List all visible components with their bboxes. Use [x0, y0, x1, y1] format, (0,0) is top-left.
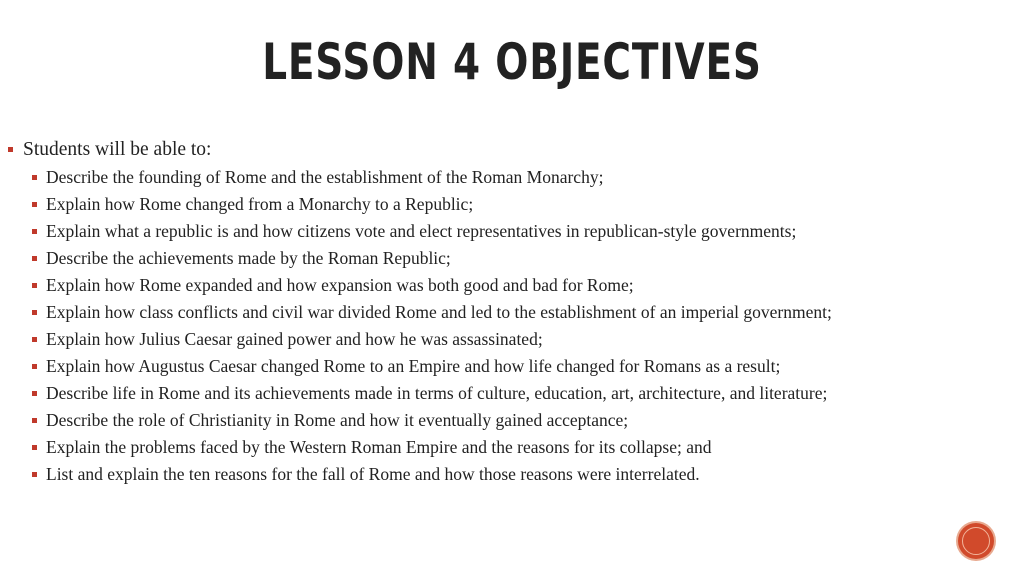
objective-item [0, 329, 991, 350]
objective-text: Explain how Rome expanded and how expansion was both good and bad for Rome; [46, 275, 634, 295]
objective-text: Describe life in Rome and its achievements made in terms of culture, education, art, architecture, and literature; [46, 383, 828, 403]
square-bullet-icon [32, 391, 37, 396]
square-bullet-icon [32, 256, 37, 261]
objective-text: Describe the achievements made by the Roman Republic; [46, 248, 451, 268]
square-bullet-icon [32, 310, 37, 315]
square-bullet-icon [32, 472, 37, 477]
square-bullet-icon [32, 418, 37, 423]
square-bullet-icon [8, 147, 13, 152]
objective-text: Explain how class conflicts and civil war divided Rome and led to the establishment of an imperial government; [46, 302, 832, 322]
objective-text: Describe the role of Christianity in Rome and how it eventually gained acceptance; [46, 410, 629, 430]
intro-item [0, 138, 1000, 162]
objective-item [0, 275, 991, 296]
objective-item [0, 194, 991, 215]
objective-item [0, 410, 991, 431]
circle-nav-inner-ring [962, 527, 990, 555]
objective-item [0, 248, 991, 269]
circle-nav-icon[interactable] [958, 523, 994, 559]
objective-item [0, 302, 991, 323]
square-bullet-icon [32, 202, 37, 207]
objective-text: Explain how Augustus Caesar changed Rome to an Empire and how life changed for Romans as a result; [46, 356, 781, 376]
objective-text: Explain how Julius Caesar gained power and how he was assassinated; [46, 329, 543, 349]
objectives-content [0, 138, 1000, 491]
objective-item [0, 437, 991, 458]
objective-text: Explain the problems faced by the Western Roman Empire and the reasons for its collapse; and [46, 437, 712, 457]
slide-title: LESSON 4 OBJECTIVES [262, 33, 762, 91]
square-bullet-icon [32, 175, 37, 180]
objective-item [0, 383, 991, 404]
objective-item [0, 356, 991, 377]
objective-item [0, 464, 991, 485]
objective-text: Describe the founding of Rome and the establishment of the Roman Monarchy; [46, 167, 604, 187]
square-bullet-icon [32, 283, 37, 288]
square-bullet-icon [32, 337, 37, 342]
objective-text: Explain how Rome changed from a Monarchy to a Republic; [46, 194, 474, 214]
intro-text: Students will be able to: [23, 139, 212, 160]
square-bullet-icon [32, 364, 37, 369]
square-bullet-icon [32, 445, 37, 450]
objective-item [0, 221, 991, 242]
objective-text: Explain what a republic is and how citizens vote and elect representatives in republican-style governments; [46, 221, 797, 241]
objectives-list [0, 167, 1000, 485]
objective-item [0, 167, 991, 188]
square-bullet-icon [32, 229, 37, 234]
objective-text: List and explain the ten reasons for the fall of Rome and how those reasons were interrelated. [46, 464, 700, 484]
